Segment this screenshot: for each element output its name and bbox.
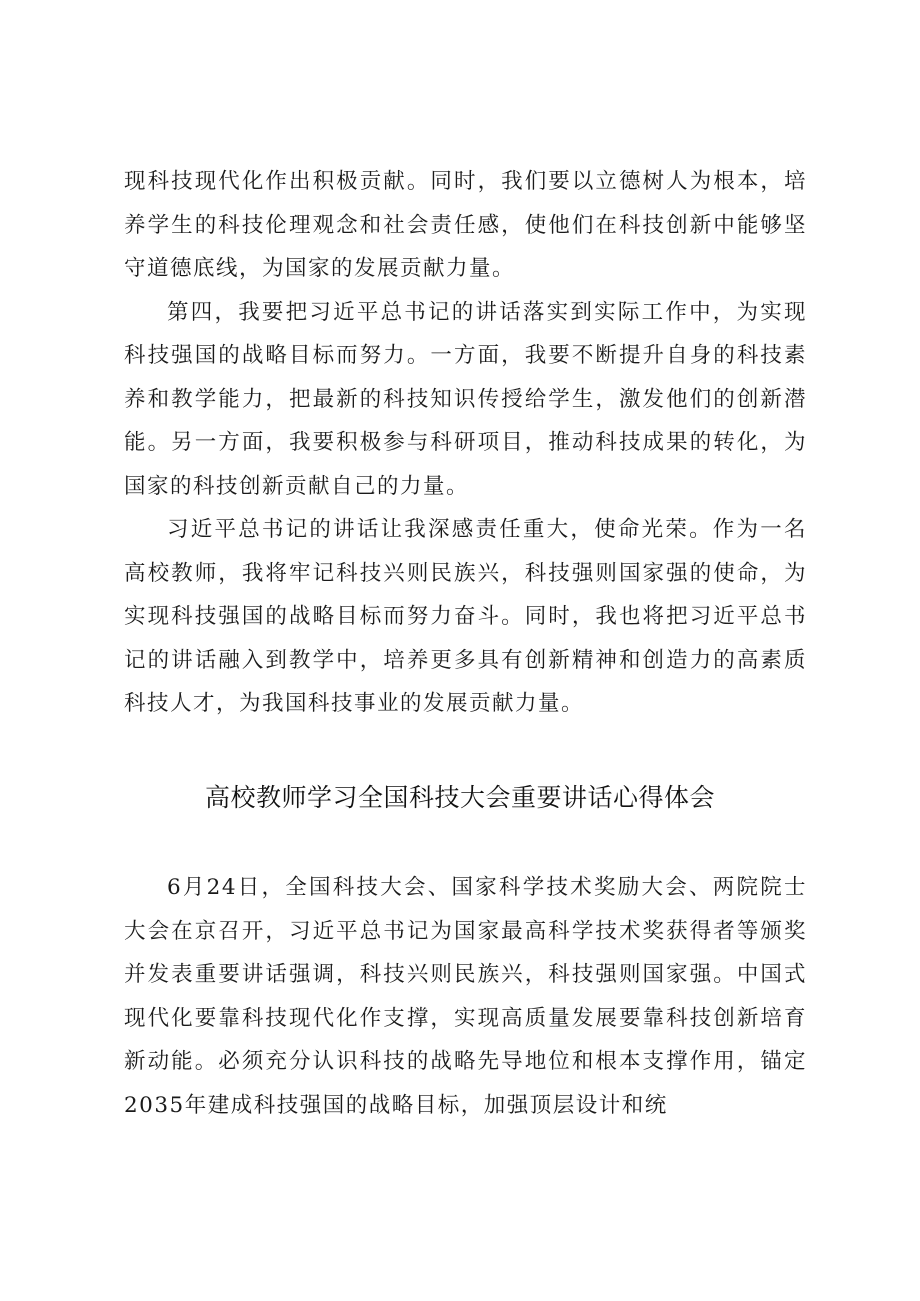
paragraph-conclusion: 习近平总书记的讲话让我深感责任重大，使命光荣。作为一名高校教师，我将牢记科技兴则民族兴，科技强则国家强的使命，为实现科技强国的战略目标而努力奋斗。同时，我也将把习近平总书记的讲话融入到教学中，培养更多具有创新精神和创造力的高素质科技人才，为我国科技事业的发展贡献力量。: [124, 517, 807, 716]
lower-text-section: [124, 866, 807, 1127]
upper-text-section: [124, 160, 807, 726]
paragraph-fourth-point: 第四，我要把习近平总书记的讲话落实到实际工作中，为实现科技强国的战略目标而努力。一方面，我要不断提升自身的科技素养和教学能力，把最新的科技知识传授给学生，激发他们的创新潜能。另一方面，我要积极参与科研项目，推动科技成果的转化，为国家的科技创新贡献自己的力量。: [124, 299, 807, 499]
article-title: 高校教师学习全国科技大会重要讲话心得体会: [204, 783, 715, 812]
paragraph-continuation: 现科技现代化作出积极贡献。同时，我们要以立德树人为根本，培养学生的科技伦理观念和社会责任感，使他们在科技创新中能够坚守道德底线，为国家的发展贡献力量。: [124, 169, 807, 281]
paragraph-intro: 6月24日，全国科技大会、国家科学技术奖励大会、两院院士大会在京召开，习近平总书记为国家最高科学技术奖获得者等颁奖并发表重要讲话强调，科技兴则民族兴，科技强则国家强。中国式现代化要靠科技现代化作支撑，实现高质量发展要靠科技创新培育新动能。必须充分认识科技的战略先导地位和根本支撑作用，锚定2035年建成科技强国的战略目标，加强顶层设计和统: [124, 875, 807, 1118]
